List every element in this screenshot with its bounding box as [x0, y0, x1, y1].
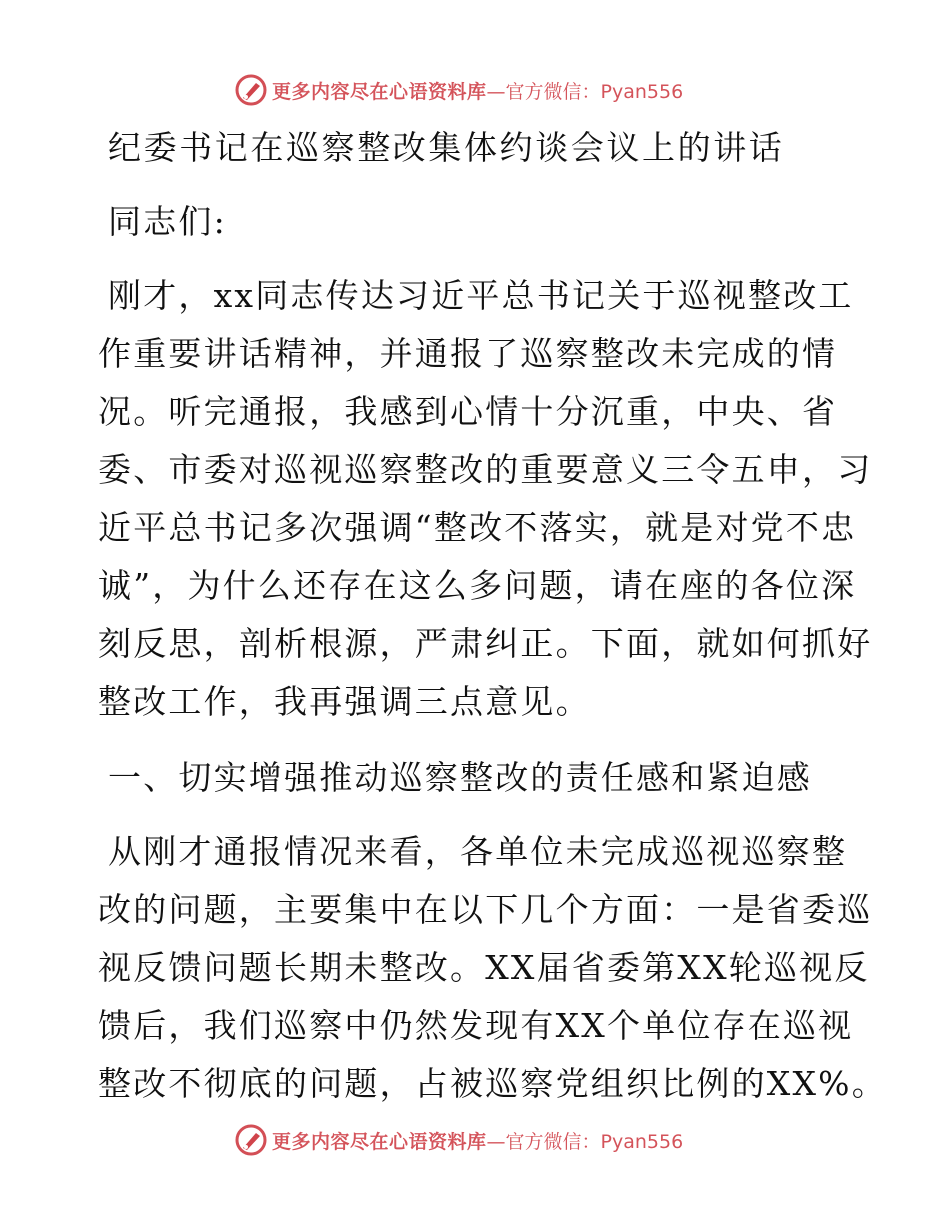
paragraph-2-line: 馈后，我们巡察中仍然发现有XX个单位存在巡视 — [98, 1006, 854, 1045]
paragraph-2-line: 视反馈问题长期未整改。XX届省委第XX轮巡视反 — [98, 948, 870, 987]
paragraph-1-line: 刚才，xx同志传达习近平总书记关于巡视整改工 — [108, 276, 854, 315]
paragraph-1-line: 近平总书记多次强调“整改不落实，就是对党不忠 — [98, 508, 857, 547]
watermark-contact: —官方微信：Pyan556 — [486, 1130, 684, 1153]
paragraph-2-line: 从刚才通报情况来看，各单位未完成巡视巡察整 — [108, 832, 848, 871]
paragraph-1-line: 诚”，为什么还存在这么多问题，请在座的各位深 — [98, 566, 857, 605]
paragraph-2-line: 整改不彻底的问题，占被巡察党组织比例的XX%。 — [98, 1064, 887, 1103]
pen-logo-icon — [234, 73, 268, 107]
paragraph-1-line: 作重要讲话精神，并通报了巡察整改未完成的情 — [98, 334, 838, 373]
document-title: 纪委书记在巡察整改集体约谈会议上的讲话 — [108, 128, 785, 167]
paragraph-1-line: 委、市委对巡视巡察整改的重要意义三令五申，习 — [98, 450, 873, 489]
watermark-brand: 更多内容尽在心语资料库 — [272, 80, 487, 103]
paragraph-1-line: 刻反思，剖析根源，严肃纠正。下面，就如何抓好 — [98, 624, 873, 663]
paragraph-2-line: 改的问题，主要集中在以下几个方面：一是省委巡 — [98, 890, 873, 929]
paragraph-1-line: 况。听完通报，我感到心情十分沉重，中央、省 — [98, 392, 838, 431]
watermark-brand: 更多内容尽在心语资料库 — [272, 1130, 487, 1153]
watermark-footer — [234, 1122, 683, 1158]
pen-logo-icon — [234, 1123, 268, 1157]
paragraph-1-line: 整改工作，我再强调三点意见。 — [98, 682, 591, 721]
watermark-header — [234, 72, 683, 108]
section-heading: 一、切实增强推动巡察整改的责任感和紧迫感 — [108, 758, 812, 797]
greeting: 同志们: — [108, 202, 227, 241]
watermark-contact: —官方微信：Pyan556 — [486, 80, 684, 103]
